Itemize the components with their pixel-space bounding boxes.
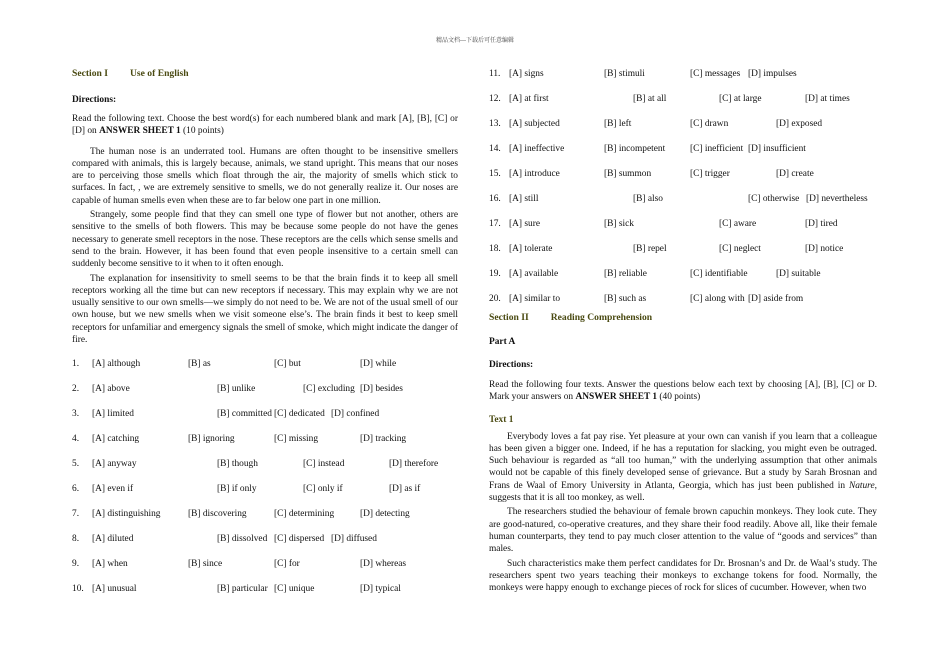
part-label: Part A (489, 337, 516, 347)
question-number: 2. (72, 384, 80, 395)
question-list-left (72, 358, 458, 608)
option-c: [C] aware (719, 219, 757, 229)
option-b: [B] dissolved (217, 534, 268, 545)
question-row (72, 558, 458, 583)
question-list-right (489, 68, 877, 312)
option-d: [D] as if (389, 484, 421, 495)
option-c: [C] dispersed (274, 534, 325, 545)
question-number: 18. (489, 244, 501, 254)
text-1-paragraph-3: Such characteristics make them perfect candidates for Dr. Brosnan’s and Dr. de Waal’s study. The researchers spent two years teaching their monkeys to exchange tokens for food. Normally, the monkeys were happy enough to exchange pieces of rock for slices of cucumber. However, when two (489, 558, 877, 594)
option-c: [C] identifiable (690, 269, 748, 279)
question-row (489, 143, 877, 168)
option-c: [C] at large (719, 94, 762, 104)
question-number: 5. (72, 459, 80, 470)
option-b: [B] ignoring (188, 434, 235, 445)
question-row (72, 458, 458, 483)
question-row (489, 193, 877, 218)
option-b: [B] since (188, 559, 223, 570)
option-d: [D] suitable (776, 269, 821, 279)
text-1-heading: Text 1 (489, 414, 514, 425)
question-number: 13. (489, 119, 501, 129)
option-c: [C] otherwise (748, 194, 800, 204)
option-a: [A] signs (509, 69, 544, 79)
option-c: [C] drawn (690, 119, 729, 129)
option-d: [D] while (360, 359, 397, 370)
page-header: 精品文档---下载后可任意编辑 (436, 38, 514, 44)
option-b: [B] left (604, 119, 632, 129)
option-c: [C] instead (303, 459, 345, 470)
question-row (489, 93, 877, 118)
option-a: [A] introduce (509, 169, 560, 179)
directions-label: Directions: (72, 95, 117, 105)
text-1-paragraph-2: The researchers studied the behaviour of female brown capuchin monkeys. They look cute. They are good-natured, co-operative creatures, and they share their food readily. Above all, like their female human counterparts, they tend to pay much closer attention to the value of “goods and services” than males. (489, 507, 877, 555)
question-row (489, 293, 877, 312)
question-row (489, 118, 877, 143)
question-number: 14. (489, 144, 501, 154)
option-b: [B] particular (217, 584, 268, 595)
section-2-heading (489, 312, 877, 336)
option-d: [D] tired (805, 219, 838, 229)
directions-text (72, 113, 458, 138)
option-b: [B] repel (633, 244, 667, 254)
directions-text-2 (489, 379, 877, 404)
option-c: [C] messages (690, 69, 741, 79)
option-d: [D] notice (805, 244, 844, 254)
question-row (72, 583, 458, 608)
option-d: [D] confined (331, 409, 380, 420)
option-d: [D] besides (360, 384, 403, 395)
option-a: [A] tolerate (509, 244, 553, 254)
section-1-heading (72, 68, 458, 94)
question-row (489, 68, 877, 93)
section-1-title: Use of English (129, 68, 189, 79)
option-c: [C] but (274, 359, 301, 370)
option-c: [C] neglect (719, 244, 761, 254)
question-number: 6. (72, 484, 80, 495)
question-number: 20. (489, 294, 501, 304)
question-row (72, 408, 458, 433)
option-d: [D] typical (360, 584, 401, 595)
option-c: [C] excluding (303, 384, 355, 395)
question-row (72, 533, 458, 558)
directions-body-2: Read the following four texts. Answer the questions below each text by choosing [A], [B], [C] or D. Mark your answers on (489, 380, 877, 403)
answer-sheet-ref-2: ANSWER SHEET 1 (575, 392, 658, 403)
option-b: [B] if only (217, 484, 257, 495)
question-number: 19. (489, 269, 501, 279)
question-number: 11. (489, 69, 501, 79)
question-number: 10. (72, 584, 84, 595)
question-number: 7. (72, 509, 80, 520)
question-number: 9. (72, 559, 80, 570)
option-d: [D] insufficient (748, 144, 806, 154)
question-number: 12. (489, 94, 501, 104)
text-1-paragraph-1 (489, 431, 877, 505)
question-row (489, 218, 877, 243)
answer-sheet-ref: ANSWER SHEET 1 (99, 126, 181, 137)
option-d: [D] at times (805, 94, 850, 104)
section-2-label: Section II (489, 312, 529, 323)
cloze-paragraph-3: The explanation for insensitivity to smell seems to be that the brain finds it to keep all smell receptors working all the time but can new receptors if necessary. This may explain why we are not usually sensitive to our own smells—we simply do not need to be. We are not of the usual smell of our own house, but we new smells when we visit someone else’s. The brain finds it best to keep smell receptors for unfamiliar and emergency signals the smell of smoke, which might indicate the danger of fire. (72, 273, 458, 346)
cloze-paragraph-2: Strangely, some people find that they can smell one type of flower but not another, others are sensitive to the smells of both flowers. This may be because some people do not have the genes necessary to generate smell receptors in the nose. These receptors are the cells which sense smells and send to the brain. However, it has been found that even people insensitive to a certain smell can suddenly become sensitive to it when to it often enough. (72, 210, 458, 270)
question-number: 16. (489, 194, 501, 204)
points-label-2: (40 points) (659, 392, 701, 403)
option-c: [C] unique (274, 584, 315, 595)
option-a: [A] above (92, 384, 130, 395)
points-label: (10 points) (183, 126, 224, 137)
p1-end: , suggests that it is all too monkey, as well. (489, 480, 877, 504)
cloze-paragraph-1: The human nose is an underrated tool. Humans are often thought to be insensitive smellers compared with animals, this is largely because, animals, we stand upright. This means that our noses are to perceiving those smells which float through the air, the majority of smells which stick to surfaces. In fact, , we are extremely sensitive to smells, we do not generally realize it. Our noses are capable of human smells even when these are to far below one part in one million. (72, 146, 458, 206)
option-d: [D] create (776, 169, 814, 179)
option-a: [A] sure (509, 219, 540, 229)
option-d: [D] impulses (748, 69, 797, 79)
option-c: [C] missing (274, 434, 319, 445)
directions-body: Read the following text. Choose the best word(s) for each numbered blank and mark [A], [B], [C] or [D] on (72, 114, 458, 137)
question-row (72, 358, 458, 383)
option-a: [A] still (509, 194, 539, 204)
option-b: [B] unlike (217, 384, 256, 395)
option-d: [D] tracking (360, 434, 407, 445)
option-b: [B] also (633, 194, 663, 204)
option-a: [A] distinguishing (92, 509, 161, 520)
option-a: [A] subjected (509, 119, 560, 129)
question-row (72, 483, 458, 508)
question-number: 17. (489, 219, 501, 229)
option-a: [A] even if (92, 484, 134, 495)
option-c: [C] only if (303, 484, 343, 495)
option-b: [B] reliable (604, 269, 647, 279)
question-number: 15. (489, 169, 501, 179)
option-b: [B] though (217, 459, 258, 470)
question-number: 3. (72, 409, 80, 420)
question-number: 1. (72, 359, 80, 370)
option-a: [A] anyway (92, 459, 137, 470)
option-a: [A] unusual (92, 584, 137, 595)
option-a: [A] when (92, 559, 128, 570)
journal-name: Nature (848, 480, 875, 491)
option-b: [B] incompetent (604, 144, 666, 154)
question-row (72, 433, 458, 458)
option-a: [A] although (92, 359, 141, 370)
question-row (72, 383, 458, 408)
question-row (489, 243, 877, 268)
option-a: [A] similar to (509, 294, 561, 304)
directions-label-2: Directions: (489, 360, 534, 370)
option-a: [A] at first (509, 94, 549, 104)
section-1-label: Section I (72, 68, 108, 79)
option-b: [B] sick (604, 219, 634, 229)
option-a: [A] available (509, 269, 559, 279)
question-row (489, 268, 877, 293)
option-b: [B] committed (217, 409, 272, 420)
question-number: 4. (72, 434, 80, 445)
right-column (489, 68, 877, 594)
option-d: [D] aside from (748, 294, 804, 304)
p1-body: Everybody loves a fat pay rise. Yet pleasure at your own can vanish if you learn that a colleague has been given a bigger one. Indeed, if he has a reputation for slacking, you might even be outraged. Such behaviour is regarded as “all too human,” with the underlying assumption that other animals would not be capable of this finely developed sense of grievance. But a study by Sarah Brosnan and Frans de Waal of Emory University in Atlanta, Georgia, which has just been published in (489, 431, 877, 491)
section-2-title: Reading Comprehension (550, 312, 653, 323)
option-c: [C] for (274, 559, 300, 570)
option-b: [B] as (188, 359, 211, 370)
option-d: [D] exposed (776, 119, 823, 129)
option-d: [D] detecting (360, 509, 410, 520)
question-number: 8. (72, 534, 80, 545)
option-d: [D] nevertheless (806, 194, 868, 204)
option-c: [C] trigger (690, 169, 730, 179)
option-a: [A] ineffective (509, 144, 565, 154)
option-c: [C] dedicated (274, 409, 325, 420)
option-b: [B] summon (604, 169, 652, 179)
option-d: [D] therefore (389, 459, 439, 470)
option-a: [A] catching (92, 434, 140, 445)
option-b: [B] at all (633, 94, 667, 104)
option-b: [B] such as (604, 294, 647, 304)
option-c: [C] along with (690, 294, 745, 304)
option-b: [B] discovering (188, 509, 247, 520)
option-b: [B] stimuli (604, 69, 645, 79)
option-d: [D] whereas (360, 559, 407, 570)
option-d: [D] diffused (331, 534, 377, 545)
left-column (72, 68, 458, 608)
option-c: [C] inefficient (690, 144, 744, 154)
option-a: [A] limited (92, 409, 134, 420)
question-row (72, 508, 458, 533)
option-a: [A] diluted (92, 534, 134, 545)
question-row (489, 168, 877, 193)
option-c: [C] determining (274, 509, 335, 520)
